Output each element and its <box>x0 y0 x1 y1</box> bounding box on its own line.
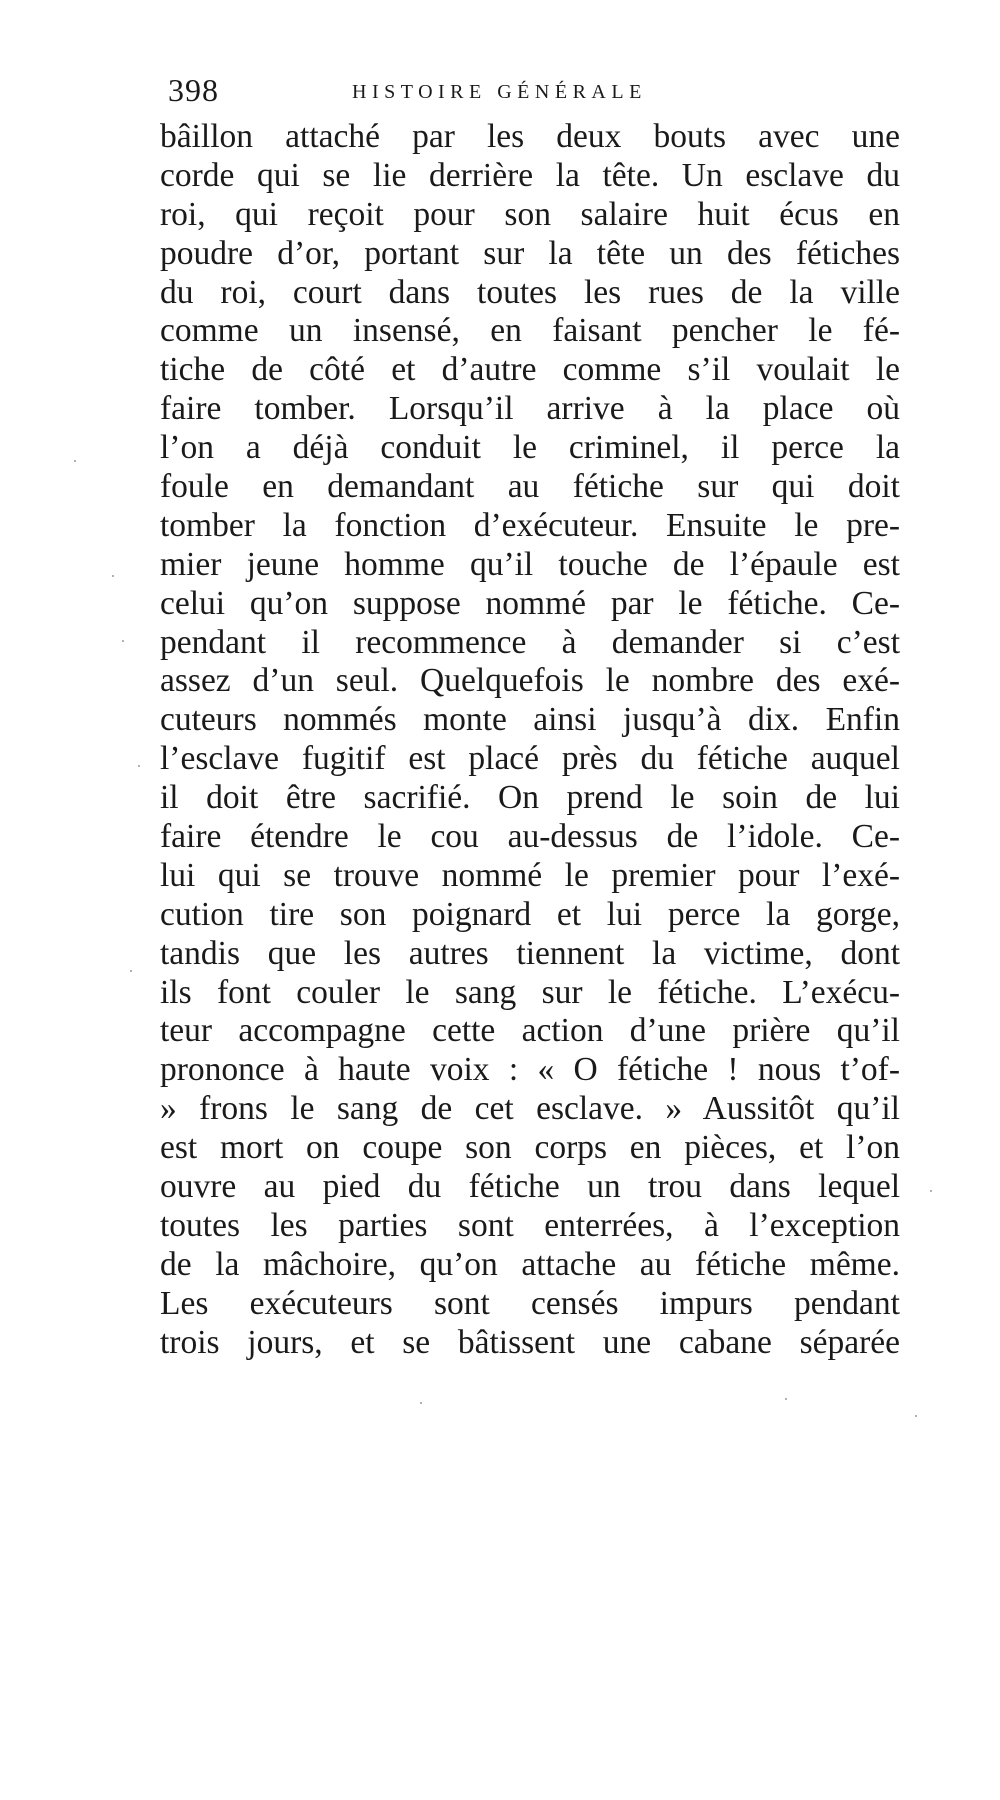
paper-speck <box>122 640 124 642</box>
body-text <box>160 118 900 1363</box>
text-line: celui qu’on suppose nommé par le fétiche. Ce- <box>160 584 900 622</box>
text-line: Les exécuteurs sont censés impurs pendant <box>160 1284 900 1322</box>
paper-speck <box>74 460 76 462</box>
text-line: bâillon attaché par les deux bouts avec une <box>160 118 900 155</box>
text-line: tiche de côté et d’autre comme s’il voulait le <box>160 351 900 389</box>
text-line: l’on a déjà conduit le criminel, il perce la <box>160 429 900 467</box>
page-number: 398 <box>168 72 219 108</box>
text-line: corde qui se lie derrière la tête. Un esclave du <box>160 156 900 194</box>
text-line: toutes les parties sont enterrées, à l’exception <box>160 1206 900 1244</box>
paper-speck <box>138 765 140 767</box>
running-header <box>168 68 908 112</box>
running-title: HISTOIRE GÉNÉRALE <box>352 81 647 103</box>
text-line: tandis que les autres tiennent la victime, dont <box>160 934 900 972</box>
paper-speck <box>130 970 132 972</box>
text-line: du roi, court dans toutes les rues de la ville <box>160 273 900 311</box>
text-line: » frons le sang de cet esclave. » Aussitôt qu’il <box>160 1090 900 1128</box>
text-line: l’esclave fugitif est placé près du fétiche auquel <box>160 740 900 778</box>
text-line: comme un insensé, en faisant pencher le fé- <box>160 312 900 350</box>
text-line: ouvre au pied du fétiche un trou dans lequel <box>160 1168 900 1206</box>
paper-speck <box>915 1415 917 1417</box>
text-line: poudre d’or, portant sur la tête un des fétiches <box>160 234 900 272</box>
text-line: est mort on coupe son corps en pièces, et l’on <box>160 1129 900 1167</box>
text-line: pendant il recommence à demander si c’est <box>160 623 900 661</box>
text-line: assez d’un seul. Quelquefois le nombre des exé- <box>160 662 900 700</box>
text-line: il doit être sacrifié. On prend le soin de lui <box>160 779 900 817</box>
text-line: prononce à haute voix : « O fétiche ! nous t’of- <box>160 1051 900 1089</box>
paper-speck <box>420 1402 422 1404</box>
text-line: mier jeune homme qu’il touche de l’épaule est <box>160 545 900 583</box>
text-line: cuteurs nommés monte ainsi jusqu’à dix. Enfin <box>160 701 900 739</box>
text-line: roi, qui reçoit pour son salaire huit écus en <box>160 195 900 233</box>
text-line: trois jours, et se bâtissent une cabane séparée <box>160 1323 900 1361</box>
text-line: teur accompagne cette action d’une prière qu’il <box>160 1012 900 1050</box>
paper-speck <box>930 1190 932 1192</box>
text-line: de la mâchoire, qu’on attache au fétiche même. <box>160 1245 900 1283</box>
text-line: faire tomber. Lorsqu’il arrive à la place où <box>160 390 900 428</box>
text-line: faire étendre le cou au-dessus de l’idole. Ce- <box>160 818 900 856</box>
text-line: lui qui se trouve nommé le premier pour l’exé- <box>160 856 900 894</box>
text-line: cution tire son poignard et lui perce la gorge, <box>160 895 900 933</box>
paper-speck <box>112 575 114 577</box>
paper-speck <box>785 1398 787 1400</box>
text-line: tomber la fonction d’exécuteur. Ensuite le pre- <box>160 506 900 544</box>
text-line: ils font couler le sang sur le fétiche. L’exécu- <box>160 973 900 1011</box>
text-line: foule en demandant au fétiche sur qui doit <box>160 468 900 506</box>
